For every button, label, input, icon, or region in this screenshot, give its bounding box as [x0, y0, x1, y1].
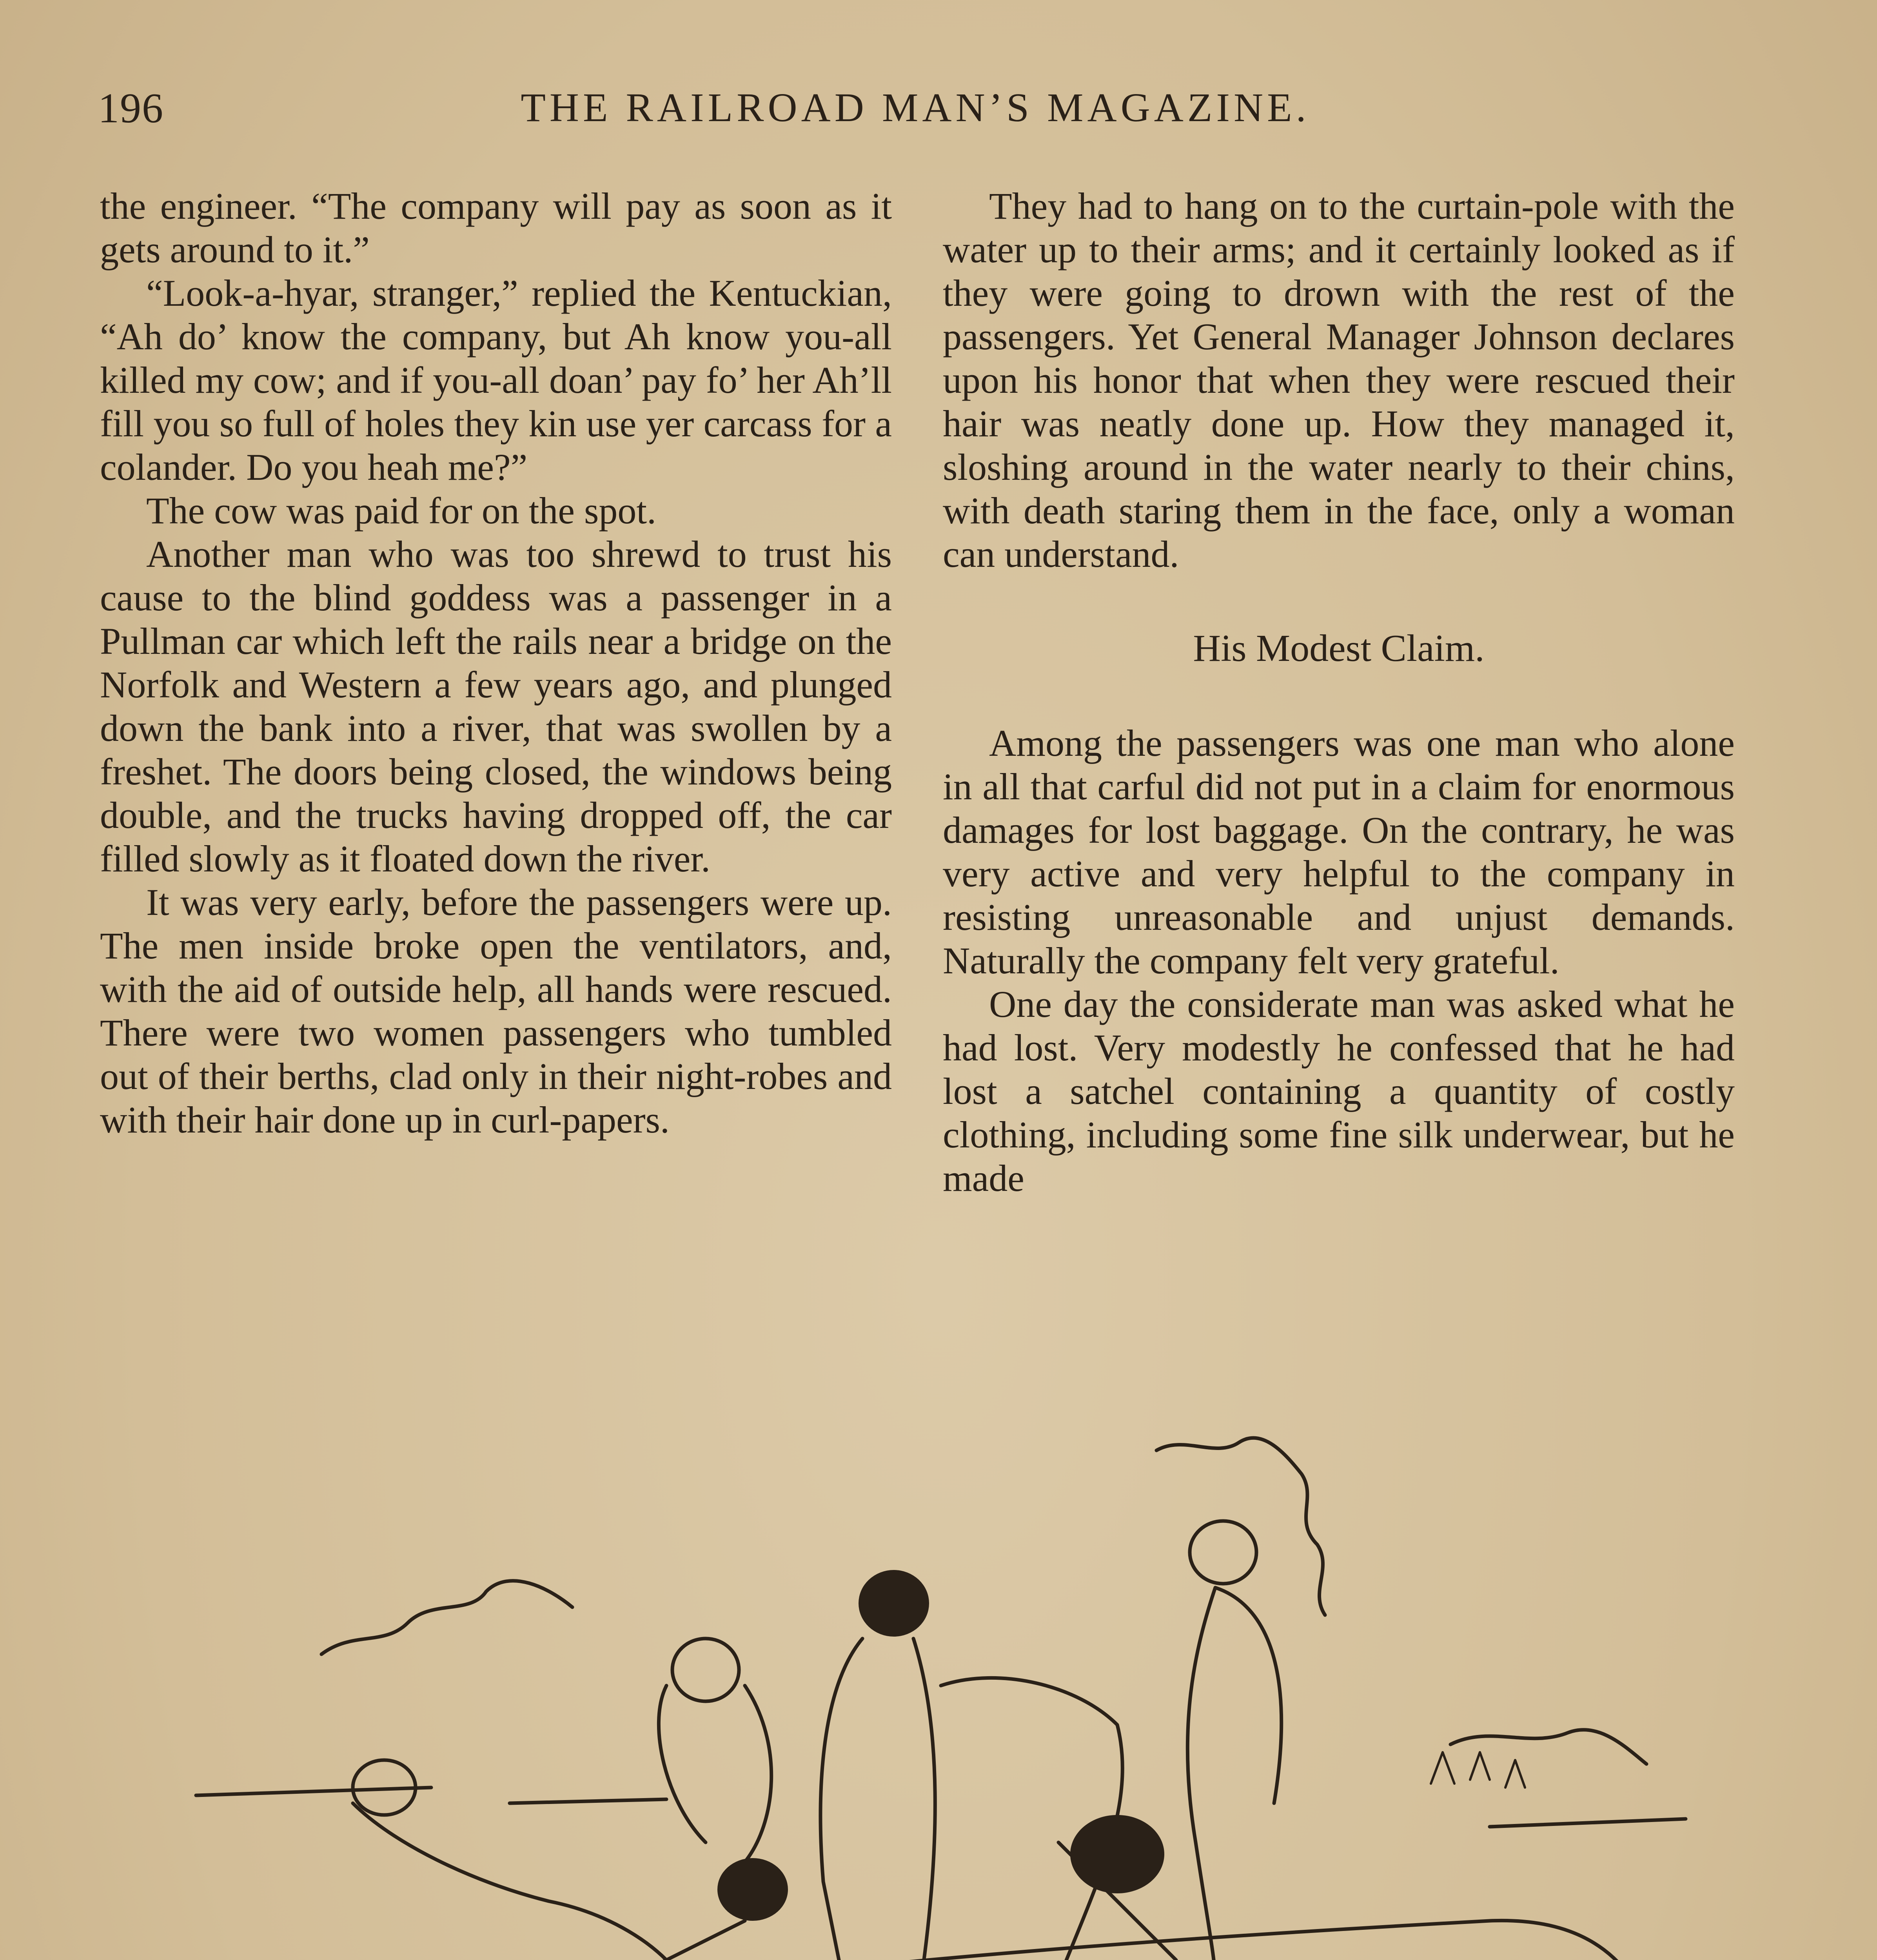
rescue-scene-drawing: [78, 1333, 1744, 1960]
paragraph: “Look-a-hyar, stranger,” replied the Kentuckian, “Ah do’ know the company, but Ah know you-all killed my cow; and if you-all doan’ pay fo’ her Ah’ll fill you so full of holes they kin use yer carcass for a colander. Do you heah me?”: [100, 272, 892, 488]
far-trees-right-2: [1450, 1730, 1646, 1764]
far-bank: [321, 1581, 572, 1654]
page-number: 196: [98, 85, 164, 132]
crouching-figure-left: [659, 1686, 771, 1862]
paragraph: the engineer. “The company will pay as soon as it gets around to it.”: [100, 185, 892, 270]
rescued-head: [1070, 1815, 1164, 1893]
paragraph: They had to hang on to the curtain-pole with the water up to their arms; and it certainly looked as if they were going to drown with the rest of the passengers. Yet General Manager Johnson declares upon his honor that when they were rescued their hair was neatly done up. How they managed it, sloshing around in the water nearly to their chins, with death staring them in the face, only a woman can understand.: [943, 185, 1735, 575]
left-boy-head: [672, 1639, 739, 1701]
section-heading: His Modest Claim.: [1193, 627, 1485, 670]
paragraph: Another man who was too shrewd to trust his cause to the blind goddess was a passenger in a Pullman car which left the rails near a bridge on the Norfolk and Western a few years ago, and plunged down the bank into a river, that was swollen by a freshet. The doors being closed, the windows being double, and the trucks having dropped off, the car filled slowly as it floated down the river.: [100, 533, 892, 880]
running-title: THE RAILROAD MAN’S MAGAZINE.: [521, 85, 1310, 130]
left-column: [100, 184, 892, 1142]
paragraph: The cow was paid for on the spot.: [146, 490, 657, 532]
woman-head: [859, 1570, 929, 1637]
right-column: [943, 184, 1735, 1200]
distant-rescuers: [1431, 1752, 1525, 1788]
page-header: [98, 84, 1733, 143]
water-line: [196, 1788, 1686, 1827]
man-leaning: [941, 1678, 1122, 1960]
climbing-man: [274, 1921, 745, 1960]
man-standing: [1187, 1588, 1281, 1960]
standing-man-head: [1190, 1521, 1256, 1584]
woman-figure: [821, 1639, 935, 1960]
paragraph: Among the passengers was one man who alone in all that carful did not put in a claim for enormous damages for lost baggage. On the contrary, he was very active and very helpful to the company in resisting unreasonable and unjust demands. Naturally the company felt very grateful.: [943, 722, 1735, 982]
climbing-head: [717, 1858, 788, 1921]
paragraph: One day the considerate man was asked what he had lost. Very modestly he confessed that he had lost a satchel containing a quantity of costly clothing, including some fine silk underwear, but he made: [943, 983, 1735, 1199]
illustration: [78, 1333, 1744, 1960]
reclining-figure: [353, 1803, 666, 1960]
paragraph: It was very early, before the passengers were up. The men inside broke open the ventilators, and, with the aid of outside help, all hands were rescued. There were two women passengers who tumbled out of their berths, clad only in their night-robes and with their hair done up in curl-papers.: [100, 881, 892, 1141]
